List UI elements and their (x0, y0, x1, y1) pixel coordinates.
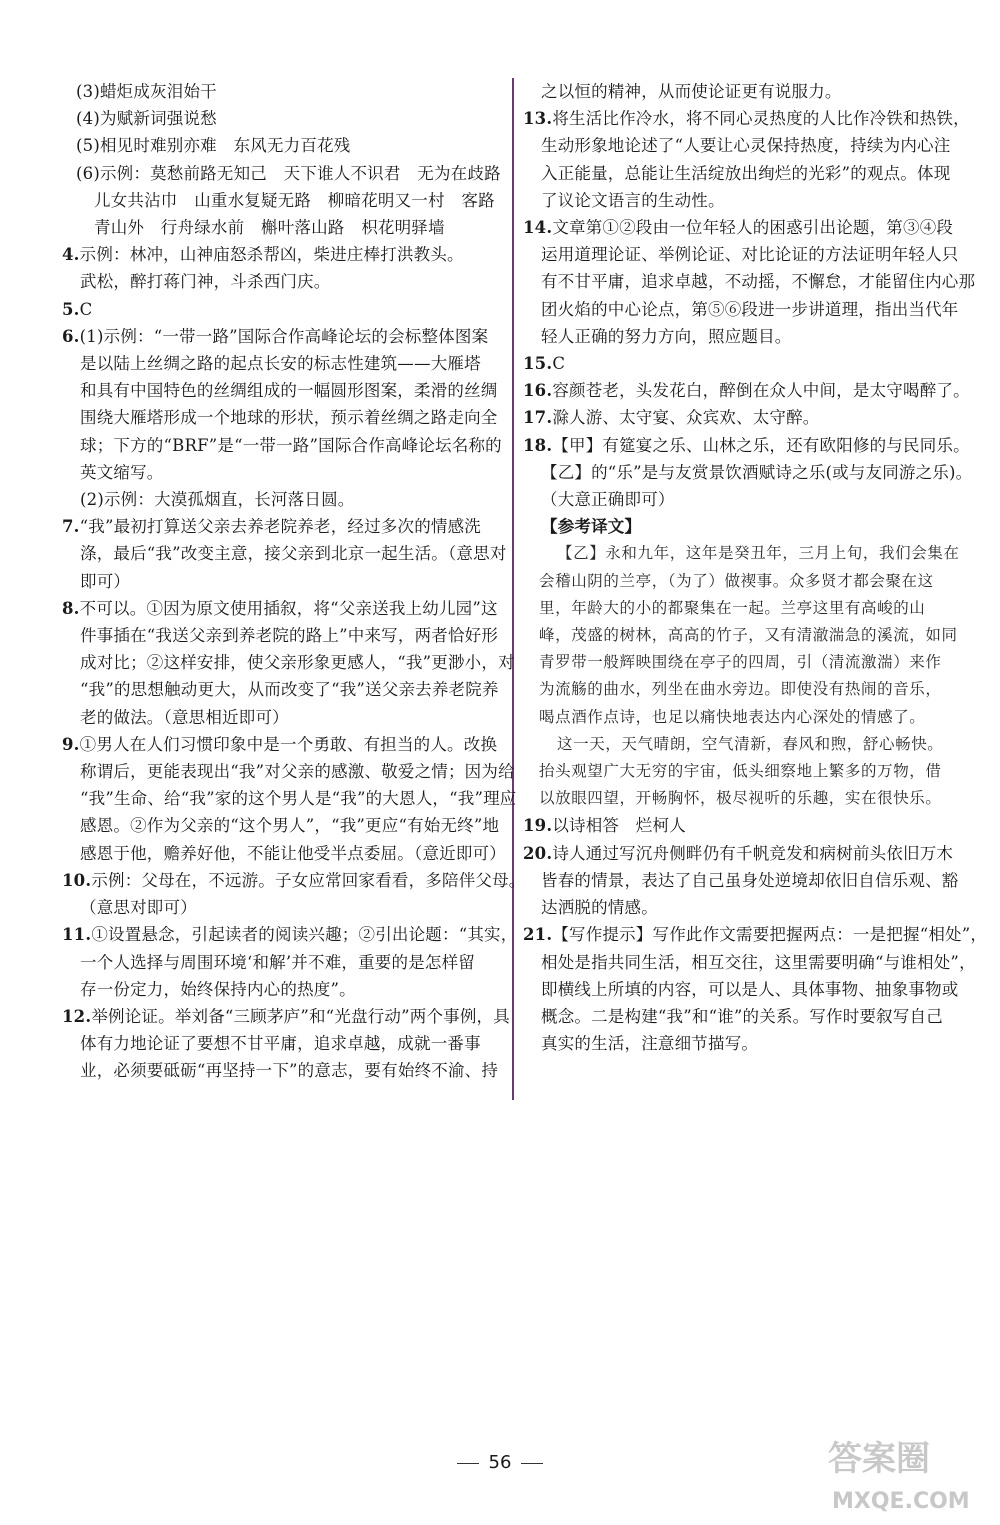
answer-line (62, 404, 500, 431)
answer-text: 峰，茂盛的树林，高高的竹子，又有清澈湍急的溪流，如同 (539, 626, 958, 645)
answer-line (62, 676, 500, 703)
question-number: 14. (523, 218, 553, 238)
answer-text: (1)示例：“一带一路”国际合作高峰论坛的会标整体图案 (79, 326, 489, 346)
question-number: 13. (523, 109, 553, 129)
question-number: 5. (62, 299, 80, 319)
question-number: 10. (62, 870, 92, 890)
answer-line (523, 1030, 968, 1057)
answer-text: 以放眼四望，开畅胸怀，极尽视听的乐趣，实在很快乐。 (539, 789, 942, 808)
left-column (62, 78, 526, 1085)
answer-line (523, 105, 968, 132)
answer-text: 成对比；②这样安排，使父亲形象更感人，“我”更渺小，对 (80, 653, 515, 673)
answer-text: 喝点酒作点诗，也足以痛快地表达内心深处的情感了。 (539, 707, 926, 726)
answer-text: ①男人在人们习惯印象中是一个勇敢、有担当的人。改换 (79, 734, 498, 754)
answer-line (62, 840, 506, 867)
watermark-logo (820, 1430, 985, 1515)
answer-text: 举例论证。举刘备“三顾茅庐”和“光盘行动”两个事例，具 (91, 1006, 510, 1026)
watermark-bottom-text: MXQE.COM (832, 1489, 970, 1514)
answer-text: 一个人选择与周围环境‘和解’并不难，重要的是怎样留 (80, 952, 475, 972)
answer-text: 英文缩写。 (80, 462, 164, 482)
answer-text: 滁人游、太守宴、众宾欢、太守醉。 (552, 408, 820, 428)
translation-line (523, 622, 968, 649)
answer-text: 件事插在“我送父亲到养老院的路上”中来写，两者恰好形 (80, 626, 499, 646)
question-number: 20. (523, 843, 553, 863)
answer-text: 示例：父母在，不远游。子女应常回家看看，多陪伴父母。 (91, 870, 526, 890)
answer-line (62, 731, 500, 758)
answer-line (62, 568, 500, 595)
answer-line (523, 949, 976, 976)
answer-text: 感恩。②作为父亲的“这个男人”，“我”更应“有始无终”地 (80, 816, 500, 836)
answer-text: (3)蜡炬成灰泪始干 (76, 82, 217, 101)
page-number-dash-right (521, 1463, 543, 1464)
answer-text: 轻人正确的努力方向，照应题目。 (541, 326, 792, 346)
answer-line (62, 241, 500, 268)
answer-text: 以诗相答 烂柯人 (552, 816, 686, 836)
answer-line (62, 1057, 500, 1084)
page-number-dash-left (457, 1463, 479, 1464)
answer-line (62, 595, 500, 622)
translation-line (523, 731, 968, 758)
answer-text: 示例：林冲，山神庙怒杀帮凶，柴进庄棒打洪教头。 (79, 245, 464, 265)
answer-line (62, 187, 500, 214)
answer-text: 是以陆上丝绸之路的起点长安的标志性建筑——大雁塔 (80, 354, 481, 374)
answer-text: 球；下方的“BRF”是“一带一路”国际合作高峰论坛名称的 (80, 435, 502, 455)
answer-text: （意思对即可） (80, 898, 197, 918)
translation-line (523, 676, 968, 703)
answer-line (62, 323, 500, 350)
question-number: 12. (62, 1006, 92, 1026)
answer-line (523, 840, 968, 867)
translation-line (523, 758, 968, 785)
answer-text: 【写作提示】写作此作文需要把握两点：一是把握“相处”， (552, 925, 988, 945)
answer-text: 皆春的情景，表达了自己虽身处逆境却依旧自信乐观、豁 (541, 870, 959, 890)
answer-text: 里，年龄大的小的都聚集在一起。兰亭这里有高峻的山 (539, 598, 926, 617)
question-number: 11. (62, 925, 92, 945)
answer-line (62, 976, 500, 1003)
answer-text: 体有力地论证了要想不甘平庸，追求卓越，成就一番事 (80, 1034, 481, 1054)
answer-line (523, 323, 968, 350)
answer-text: 涤，最后“我”改变主意，接父亲到北京一起生活。（意思对 (80, 544, 507, 564)
answer-text: 即横线上所填的内容，可以是人、具体事物、抽象事物或 (541, 979, 959, 999)
answer-text: (4)为赋新词强说愁 (76, 109, 217, 129)
answer-line (62, 513, 500, 540)
answer-text: 老的做法。（意思相近即可） (80, 707, 289, 727)
answer-text: 抬头观望广大无穷的宇宙，低头细察地上繁多的万物，借 (539, 762, 942, 781)
question-number: 6. (62, 326, 80, 346)
answer-line (62, 867, 526, 894)
answer-text: 围绕大雁塔形成一个地球的形状，预示着丝绸之路走向全 (80, 408, 498, 428)
answer-line (62, 540, 507, 567)
question-number: 16. (523, 381, 553, 401)
answer-text: 会稽山阴的兰亭，（为了）做禊事。众多贤才都会聚在这 (539, 571, 934, 590)
question-number: 4. (62, 245, 80, 265)
answer-line (523, 921, 988, 948)
question-number: 21. (523, 925, 553, 945)
answer-text: 称谓后，更能表现出“我”对父亲的感激、敬爱之情；因为给 (80, 762, 515, 782)
translation-line (523, 540, 968, 567)
translation-line (523, 649, 968, 676)
answer-text: 感恩于他，赡养好他，不能让他受半点委屈。（意近即可） (80, 843, 506, 863)
answer-line (523, 976, 968, 1003)
translation-line (523, 595, 968, 622)
answer-text: “我”的思想触动更大，从而改变了“我”送父亲去养老院养 (80, 680, 499, 700)
answer-text: 即可） (80, 571, 131, 591)
answer-text: 运用道理论证、举例论证、对比论证的方法证明年轻人只 (541, 245, 959, 265)
answer-line (523, 459, 973, 486)
answer-line (62, 432, 500, 459)
answer-line (523, 867, 968, 894)
question-number: 15. (523, 354, 553, 374)
answer-line (523, 377, 968, 404)
answer-line (523, 432, 968, 459)
answer-text: 儿女共沾巾 山重水复疑无路 柳暗花明又一村 客路 (94, 190, 495, 210)
column-divider (512, 78, 514, 1100)
answer-text: C (79, 299, 93, 319)
answer-line (523, 1003, 968, 1030)
page-number-text: 56 (488, 1452, 512, 1473)
answer-text: 达洒脱的情感。 (541, 898, 658, 918)
answer-text: （大意正确即可） (541, 490, 675, 510)
question-number: 19. (523, 816, 553, 836)
answer-text: 武松，醉打蒋门神，斗杀西门庆。 (80, 272, 331, 292)
answer-line (523, 486, 968, 513)
answer-line (523, 160, 968, 187)
answer-text: 生动形象地论述了“人要让心灵保持热度，持续为内心注 (541, 136, 951, 156)
answer-line (62, 758, 515, 785)
answer-line (523, 296, 968, 323)
answer-line (62, 160, 500, 187)
answer-text: (6)示例：莫愁前路无知己 天下谁人不识君 无为在歧路 (76, 163, 501, 183)
answer-line (62, 214, 500, 241)
watermark-top-text: 答案圈 (828, 1439, 930, 1479)
answer-line (523, 268, 976, 295)
translation-line (523, 704, 968, 731)
answer-line (62, 486, 500, 513)
answer-text: “我”最初打算送父亲去养老院养老，经过多次的情感洗 (79, 517, 482, 537)
answer-line (523, 78, 968, 105)
question-number: 8. (62, 598, 80, 618)
question-number: 17. (523, 408, 553, 428)
answer-line (62, 949, 500, 976)
answer-line (62, 459, 500, 486)
answer-line (62, 350, 500, 377)
answer-text: 容颜苍老，头发花白，醉倒在众人中间，是太守喝醉了。 (552, 381, 970, 401)
answer-text: 青山外 行舟绿水前 槲叶落山路 枳花明驿墙 (94, 218, 445, 238)
answer-text: 和具有中国特色的丝绸组成的一幅圆形图案，柔滑的丝绸 (80, 381, 498, 401)
answer-line (62, 894, 500, 921)
answer-line (62, 622, 500, 649)
answer-line (62, 268, 500, 295)
answer-text: 之以恒的精神，从而使论证更有说服力。 (541, 82, 842, 101)
translation-line (523, 568, 968, 595)
answer-text: 不可以。①因为原文使用插叙，将“父亲送我上幼儿园”这 (79, 598, 498, 618)
answer-text: 青罗带一般辉映围绕在亭子的四周，引（清流激湍）来作 (539, 653, 942, 672)
answer-text: 诗人通过写沉舟侧畔仍有千帆竞发和病树前头依旧万木 (552, 843, 954, 863)
question-number: 18. (523, 435, 553, 455)
right-column (523, 78, 988, 1057)
answer-text: 将生活比作冷水，将不同心灵热度的人比作冷铁和热铁， (552, 109, 970, 129)
answer-line (523, 350, 968, 377)
answer-text: 为流觞的曲水，列坐在曲水旁边。即使没有热闹的音乐， (539, 680, 942, 699)
answer-line (523, 241, 968, 268)
answer-line (523, 404, 968, 431)
answer-line (523, 214, 968, 241)
answer-text: 业，必须要砥砺“再坚持一下”的意志，要有始终不渝、持 (80, 1061, 499, 1081)
answer-line (62, 132, 500, 159)
answer-line (523, 894, 968, 921)
answer-text: 【参考译文】 (541, 517, 642, 537)
answer-text: 了议论文语言的生动性。 (541, 190, 725, 210)
answer-text: 概念。二是构建“我”和“谁”的关系。写作时要叙写自己 (541, 1006, 943, 1026)
answer-text: 【乙】的“乐”是与友赏景饮酒赋诗之乐(或与友同游之乐)。 (541, 462, 973, 482)
answer-line (62, 812, 500, 839)
answer-text: ①设置悬念，引起读者的阅读兴趣；②引出论题：“其实， (91, 925, 518, 945)
answer-line (62, 296, 500, 323)
answer-text: C (552, 354, 566, 374)
question-number: 7. (62, 517, 80, 537)
answer-text: 相处是指共同生活，相互交往，这里需要明确“与谁相处”， (541, 952, 976, 972)
answer-text: 真实的生活，注意细节描写。 (541, 1034, 759, 1054)
answer-text: “我”生命、给“我”家的这个男人是“我”的大恩人，“我”理应 (80, 789, 517, 809)
answer-text: 有不甘平庸，追求卓越，不动摇，不懈怠，才能留住内心那 (541, 272, 976, 292)
answer-line (62, 704, 500, 731)
answer-line (62, 377, 500, 404)
answer-line (523, 812, 968, 839)
answer-text: 存一份定力，始终保持内心的热度”。 (80, 979, 356, 999)
answer-text: 这一天，天气晴朗，空气清新，春风和煦，舒心畅快。 (557, 734, 944, 753)
answer-line (523, 132, 968, 159)
answer-text: 【甲】有筵宴之乐、山林之乐，还有欧阳修的与民同乐。 (552, 435, 970, 455)
answer-line (523, 513, 968, 540)
answer-line (62, 78, 500, 105)
answer-text: (5)相见时难别亦难 东风无力百花残 (76, 136, 351, 156)
answer-text: (2)示例：大漠孤烟直，长河落日圆。 (80, 490, 355, 510)
answer-line (62, 105, 500, 132)
answer-line (62, 1003, 510, 1030)
answer-text: 入正能量，总能让生活绽放出绚烂的光彩”的观点。体现 (541, 163, 951, 183)
translation-line (523, 785, 968, 812)
answer-line (62, 1030, 500, 1057)
question-number: 9. (62, 734, 80, 754)
answer-line (523, 187, 968, 214)
answer-line (62, 785, 517, 812)
answer-line (62, 649, 515, 676)
answer-text: 团火焰的中心论点，第⑤⑥段进一步讲道理，指出当代年 (541, 299, 959, 319)
answer-text: 文章第①②段由一位年轻人的困惑引出论题，第③④段 (552, 218, 954, 238)
answer-line (62, 921, 518, 948)
answer-text: 【乙】永和九年，这年是癸丑年，三月上旬，我们会集在 (557, 544, 960, 563)
